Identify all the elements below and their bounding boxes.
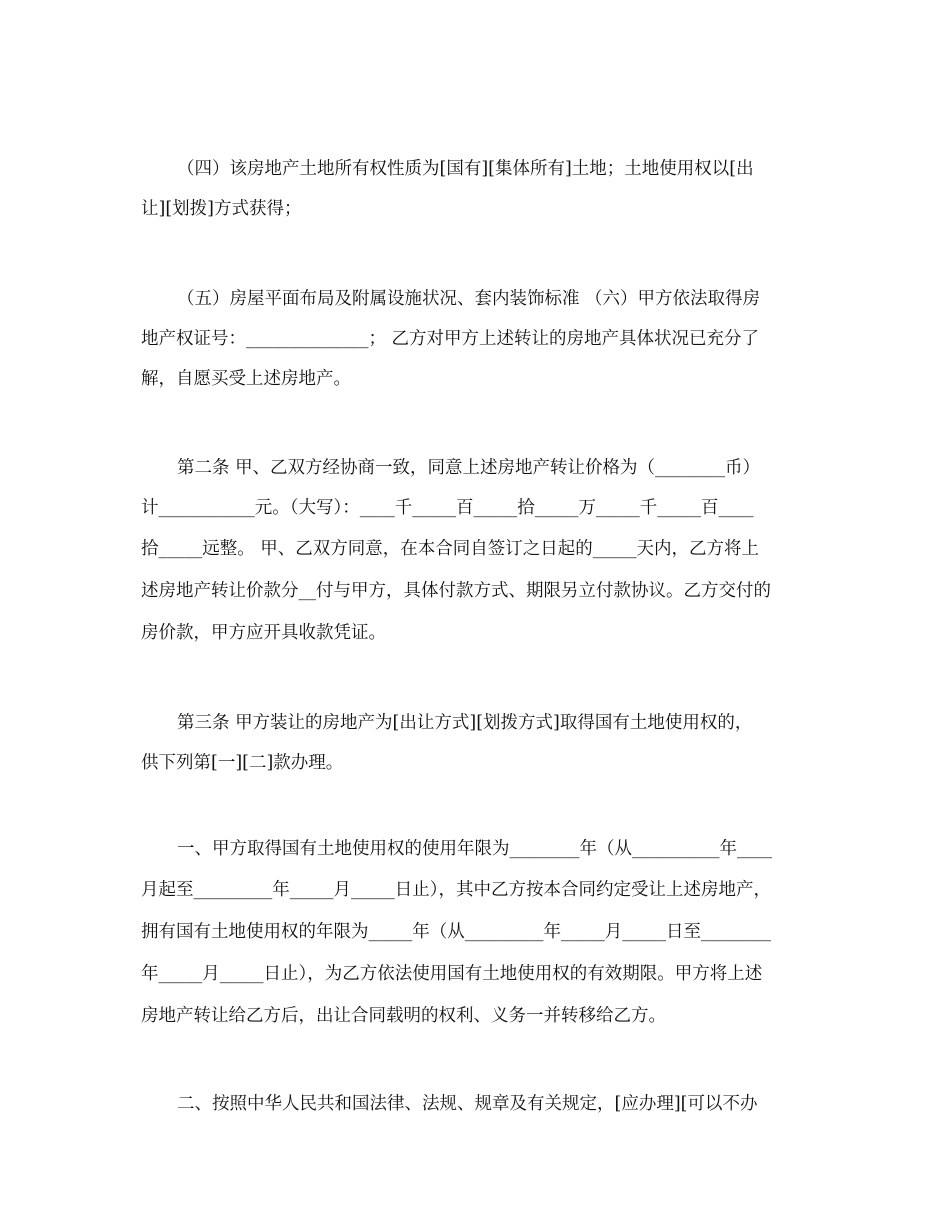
text-line: 让][划拨]方式获得； [141,199,302,219]
text-line: 年_____月_____日止），为乙方依法使用国有土地使用权的有效期限。甲方将上述 [141,964,763,984]
text-line: 月起至_________年_____月_____日止），其中乙方按本合同约定受让上述房地产， [141,880,771,900]
text-line: （五）房屋平面布局及附属设施状况、套内装饰标准 （六）甲方依法取得房 [177,289,761,309]
text-line: 二、按照中华人民共和国法律、法规、规章及有关规定，[应办理][可以不办 [177,1094,758,1114]
text-line: （四）该房地产土地所有权性质为[国有][集体所有]土地；土地使用权以[出 [177,159,754,179]
text-line: 拾_____远整。 甲、乙双方同意，在本合同自签订之日起的_____天内，乙方将上 [141,539,760,559]
text-line: 第二条 甲、乙双方经协商一致，同意上述房地产转让价格为（________币） [177,458,761,478]
text-line: 房价款，甲方应开具收款凭证。 [141,623,386,643]
text-line: 地产权证号：______________； 乙方对甲方上述转让的房地产具体状况已充分了 [141,329,760,349]
text-line: 解，自愿买受上述房地产。 [141,369,351,389]
text-line: 第三条 甲方装让的房地产为[出让方式][划拨方式]取得国有土地使用权的， [177,713,753,733]
text-line: 房地产转让给乙方后，出让合同载明的权利、义务一并转移给乙方。 [141,1006,666,1026]
text-line: 供下列第[一][二]款办理。 [141,753,344,773]
text-line: 计___________元。（大写）：____千_____百_____拾_____万_____千_____百____ [141,498,754,518]
text-line: 拥有国有土地使用权的年限为_____年（从_________年_____月_____日至________ [141,922,771,942]
text-line: 一、甲方取得国有土地使用权的使用年限为________年（从__________年____ [177,839,772,859]
text-line: 述房地产转让价款分__付与甲方，具体付款方式、期限另立付款协议。乙方交付的 [141,581,771,601]
